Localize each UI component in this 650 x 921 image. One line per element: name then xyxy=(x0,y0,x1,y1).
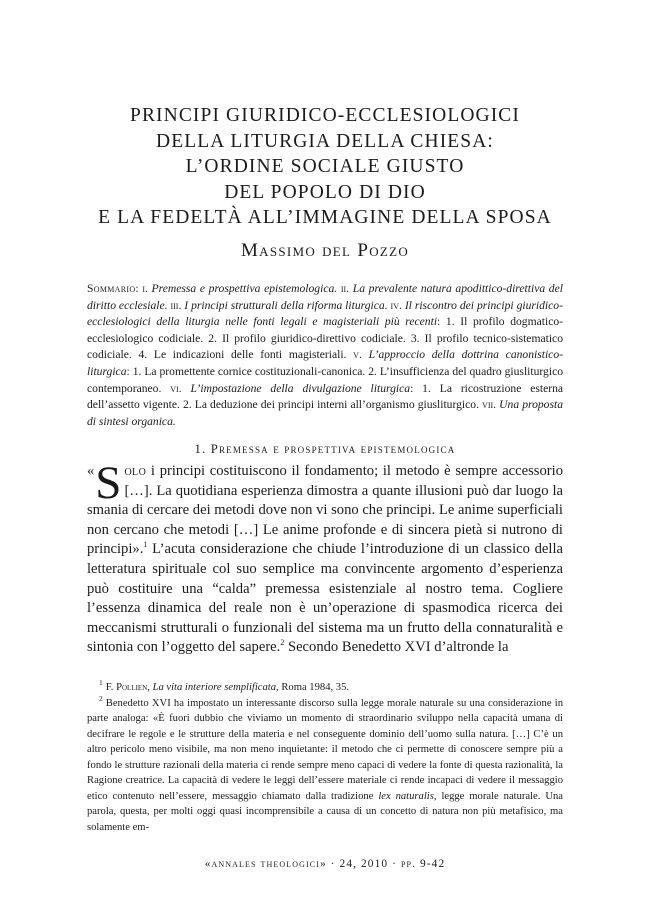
smallcaps-run: olo xyxy=(124,463,147,479)
title-line: PRINCIPI GIURIDICO-ECCLESIOLOGICI xyxy=(130,105,520,126)
summary: Sommario: i. Premessa e prospettiva epistemologica. ii. La prevalente natura apodittico-direttiva del diritto ecclesiale. iii. I principi strutturali della riforma liturgica. iv. Il riscontro dei principi giuridico-ecclesiologici della liturgia nelle fonti legali e magisteriali più recenti: 1. Il profilo dogmatico-ecclesiologico codiciale. 2. Il profilo giuridico-direttivo codiciale. 3. Il profilo tecnico-sistematico codiciale. 4. Le indicazioni delle fonti magisteriali. v. L’approccio della dottrina canonistico-liturgica: 1. La promettente cornice costituzionali-canonica. 2. L’insufficienza del quadro giusliturgico contemporaneo. vi. L’impostazione della divulgazione liturgica: 1. La ricostruzione esterna dell’assetto vigente. 2. La deduzione dei principi interni all’organismo giusliturgico. vii. Una proposta di sintesi organica. xyxy=(87,282,564,428)
footnote-ref[interactable]: 2 xyxy=(280,638,285,648)
footnotes xyxy=(87,680,563,835)
title-line: DELLA LITURGIA DELLA CHIESA: xyxy=(156,130,494,152)
footnote-number: 2 xyxy=(99,693,103,703)
footnote: $^1$ F. Pollien, La vita interiore semplificata, Roma 1984, 35. xyxy=(99,678,350,693)
section-heading: 1. Premessa e prospettiva epistemologica xyxy=(194,442,456,456)
opening-quote: « xyxy=(87,463,95,479)
footnote-ref[interactable]: 1 xyxy=(143,540,148,550)
title-line: DEL POPOLO DI DIO xyxy=(224,181,426,203)
footnote-title: La vita interiore semplificata xyxy=(152,682,277,693)
title-line: E LA FEDELTÀ ALL’IMMAGINE DELLA SPOSA xyxy=(98,207,552,228)
article-title xyxy=(60,103,590,231)
footnote-author: F. Pollien xyxy=(105,682,148,693)
body-text-part: i principi costituiscono il fondamento; il metodo è sempre accessorio […]. La quotidiana esperienza dimostra a quante illusioni può dar luogo la smania di cercare dei metodi dove non vi sono che principi. Le anime superficiali non cercano che metodi […] Le anime profonde e di sincera pietà si nutrono di principi». xyxy=(87,463,563,558)
running-footer: «annales theologici» · 24, 2010 · pp. 9-42 xyxy=(204,858,446,870)
title-line: L’ORDINE SOCIALE GIUSTO xyxy=(185,156,465,177)
body-text xyxy=(87,457,563,658)
author-name: Massimo del Pozzo xyxy=(240,240,410,261)
footnote: $^2$ Benedetto XVI ha impostato un interessante discorso sulla legge morale naturale su una considerazione in parte analoga: «È fuori dubbio che viviamo un momento di straordinario sviluppo nella capacità umana di decifrare le regole e le strutture della materia e nel conseguente dominio dell’uomo sulla natura. […] C’è un altro pericolo meno visibile, ma non meno inquietante: il metodo che ci permette di conoscere sempre più a fondo le strutture razionali della materia ci rende sempre meno capaci di vedere la fonte di questa razionalità, la Ragione creatrice. La capacità di vedere le leggi dell’essere materiale ci rende incapaci di vedere il messaggio etico contenuto nell’essere, messaggio chiamato dalla tradizione lex naturalis, legge morale naturale. Una parola, questa, per molti oggi quasi incomprensibile a causa di un concetto di natura non più metafisico, ma solamente em- xyxy=(87,693,563,833)
body-text-part: L’acuta considerazione che chiude l’introduzione di un classico della letteratura spirituale col suo semplice ma convincente argomento d’esperienza può costituire una “calda” premessa esistenziale al nostro tema. Cogliere l’essenza dinamica del reale non è un’operazione di spasmodica ricerca dei meccanismi strutturali o funzionali del sistema ma un frutto della connaturalità e sintonia con l’oggetto del sapere. xyxy=(87,541,563,656)
footnote-number: 1 xyxy=(99,678,103,688)
body-text-part: Secondo Benedetto XVI d’altronde la xyxy=(284,639,509,656)
drop-cap: S xyxy=(95,457,122,509)
summary-label: Sommario xyxy=(87,282,136,295)
